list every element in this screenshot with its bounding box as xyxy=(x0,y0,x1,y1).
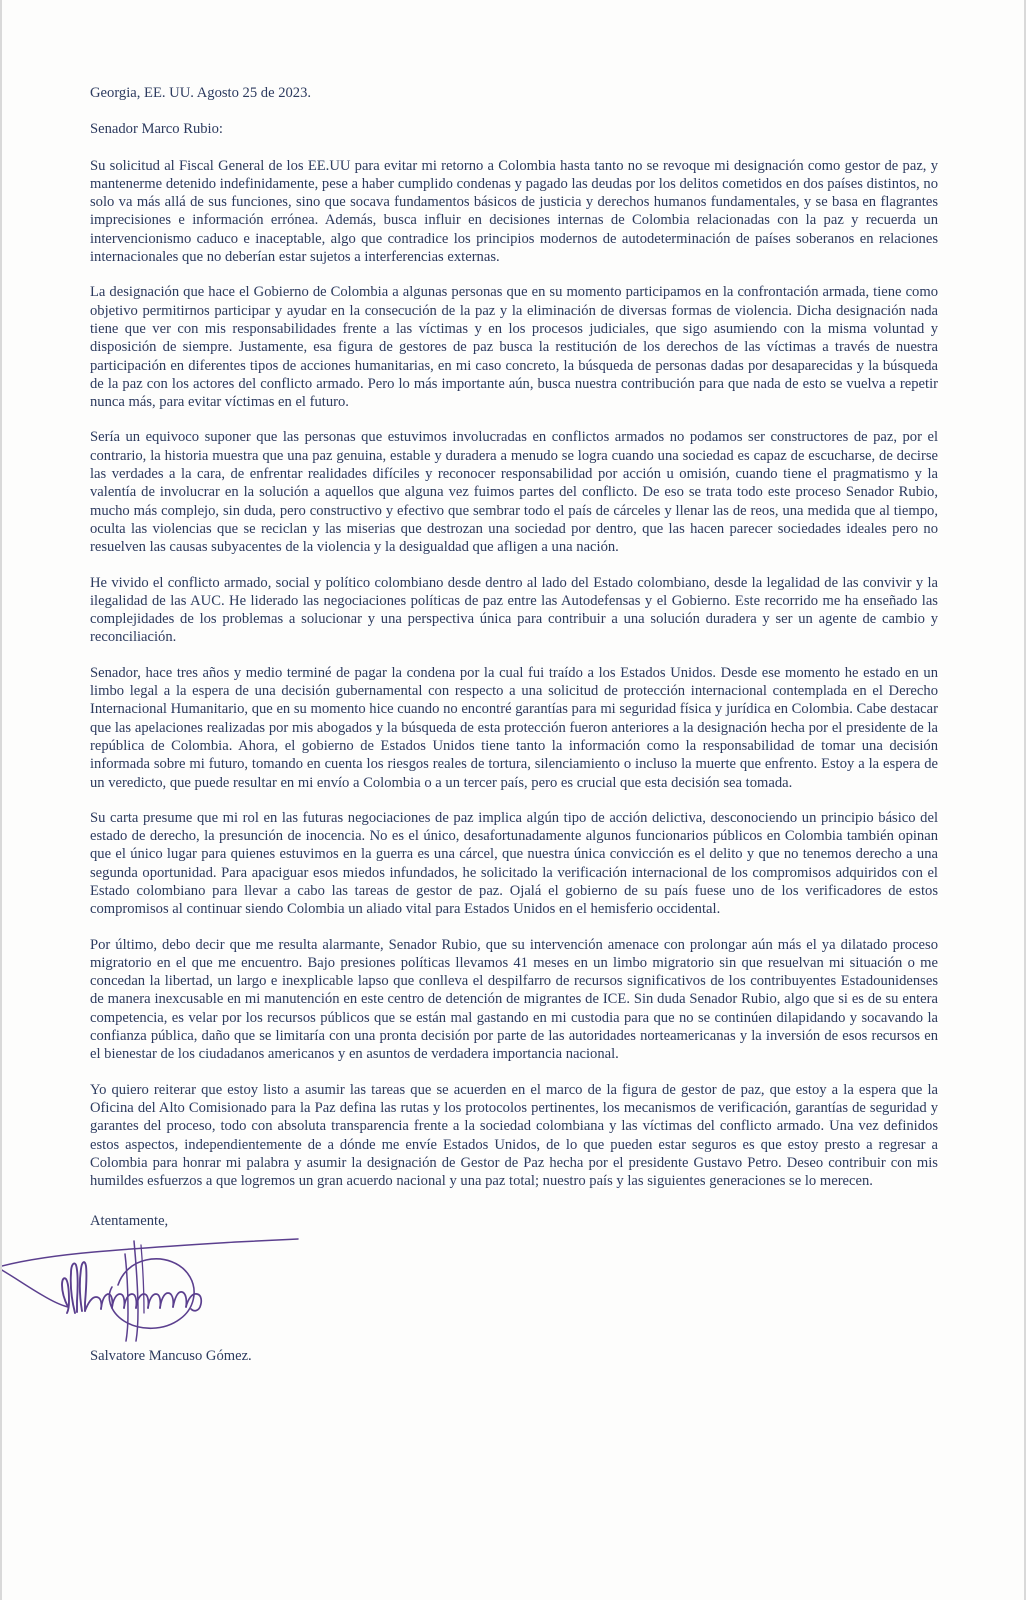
paragraph: Sería un equivoco suponer que las personas que estuvimos involucradas en conflictos armados no podamos ser constructores de paz, por el contrario, la historia muestra que una paz genuina, estable y duradera a menudo se logra cuando una sociedad es capaz de escucharse, de decirse las verdades a la cara, de enfrentar realidades difíciles y reconocer responsabilidad por acción u omisión, cuando tiene el pragmatismo y la valentía de involucrar en la solución a aquellos que alguna vez fuimos partes del conflicto. De eso se trata todo este proceso Senador Rubio, mucho más complejo, sin duda, pero constructivo y efectivo que sembrar todo el país de cárceles y llenar las de reos, una medida que al tiempo, oculta las violencias que se reciclan y las miserias que destrozan una sociedad por dentro, que las hacen parecer sociedades ideales pero no resuelven las causas subyacentes de la violencia y la desigualdad que afligen a una nación. xyxy=(90,429,938,556)
closing-block xyxy=(90,1212,938,1365)
salutation: Senador Marco Rubio: xyxy=(90,121,223,138)
letter-sheet xyxy=(90,0,938,1600)
paragraph: Su solicitud al Fiscal General de los EE.UU para evitar mi retorno a Colombia hasta tanto no se revoque mi designación como gestor de paz, y mantenerme detenido indefinidamente, pese a haber cumplido condenas y pagado las deudas por los delitos cometidos en dos países distintos, no solo va más allá de sus funciones, sino que socava fundamentos básicos de justicia y derechos humanos fundamentales, y se basa en flagrantes imprecisiones e información errónea. Además, busca influir en decisiones internas de Colombia relacionadas con la paz y recuerda un intervencionismo caduco e inaceptable, algo que contradice los principios modernos de autodeterminación de países soberanos en relaciones internacionales que no deberían estar sujetos a interferencias externas. xyxy=(90,157,938,266)
closing-salutation: Atentamente, xyxy=(90,1213,169,1230)
signer-name: Salvatore Mancuso Gómez. xyxy=(90,1347,252,1364)
paragraph: He vivido el conflicto armado, social y político colombiano desde dentro al lado del Estado colombiano, desde la legalidad de las convivir y la ilegalidad de las AUC. He liderado las negociaciones políticas de paz entre las Autodefensas y el Gobierno. Este recorrido me ha enseñado las complejidades de los problemas a solucionar y una perspectiva única para contribuir a una solución duradera y ser un agente de cambio y reconciliación. xyxy=(90,574,938,646)
paragraph: Su carta presume que mi rol en las futuras negociaciones de paz implica algún tipo de acción delictiva, desconociendo un principio básico del estado de derecho, la presunción de inocencia. No es el único, desafortunadamente algunos funcionarios públicos en Colombia también opinan que el único lugar para quienes estuvimos en la guerra es una cárcel, que nuestra única convicción es el delito y que no tenemos derecho a una segunda oportunidad. Para apaciguar esos miedos infundados, he solicitado la verificación internacional de los compromisos adquiridos con el Estado colombiano para llevar a cabo las tareas de gestor de paz. Ojalá el gobierno de su país fuese uno de los verificadores de estos compromisos al continuar siendo Colombia un aliado vital para Estados Unidos en el hemisferio occidental. xyxy=(90,809,938,918)
letter-body xyxy=(90,157,938,1191)
paragraph: Por último, debo decir que me resulta alarmante, Senador Rubio, que su intervención amenace con prolongar aún más el ya dilatado proceso migratorio en el que me encuentro. Bajo presiones políticas llevamos 41 meses en un limbo migratorio sin que resuelvan mi situación o me concedan la libertad, un largo e inexplicable lapso que conlleva el despilfarro de recursos significativos de los contribuyentes Estadounidenses de manera inexcusable en mi manutención en este centro de detención de migrantes de ICE. Sin duda Senador Rubio, algo que si es de su entera competencia, es velar por los recursos públicos que se están mal gastando en mi custodia para que no se continúen dilapidando y socavando la confianza pública, daño que se limitaría con una pronta decisión por parte de las autoridades norteamericanas y la inversión de esos recursos en el bienestar de los ciudadanos americanos y en asuntos de verdadera importancia nacional. xyxy=(90,936,938,1063)
paragraph: Senador, hace tres años y medio terminé de pagar la condena por la cual fui traído a los Estados Unidos. Desde ese momento he estado en un limbo legal a la espera de una decisión gubernamental con respecto a una solicitud de protección internacional contemplada en el Derecho Internacional Humanitario, que en su momento hice cuando no encontré garantías para mi seguridad física y jurídica en Colombia. Cabe destacar que las apelaciones realizadas por mis abogados y la búsqueda de esta protección fueron anteriores a la designación hecha por el presidente de la república de Colombia. Ahora, el gobierno de Estados Unidos tiene tanto la información como la responsabilidad de tomar una decisión informada sobre mi futuro, tomando en cuenta los riesgos reales de tortura, silenciamiento o incluso la muerte que enfrento. Estoy a la espera de un veredicto, que puede resultar en mi envío a Colombia o a un tercer país, pero es crucial que esta decisión sea tomada. xyxy=(90,664,938,791)
signature-area xyxy=(90,1233,938,1311)
paragraph: La designación que hace el Gobierno de Colombia a algunas personas que en su momento participamos en la confrontación armada, tiene como objetivo permitirnos participar y ayudar en la consecución de la paz y la eliminación de diversas formas de violencia. Dicha designación nada tiene que ver con mis responsabilidades frente a las víctimas y en los procesos judiciales, que sigo asumiendo con la misma voluntad y disposición de siempre. Justamente, esa figura de gestores de paz busca la restitución de los derechos de las víctimas a través de nuestra participación en diferentes tipos de acciones humanitarias, en mi caso concreto, la búsqueda de personas dadas por desaparecidas y la búsqueda de la paz con los actores del conflicto armado. Pero lo más importante aún, busca nuestra contribución para que nada de esto se vuelva a repetir nunca más, para evitar víctimas en el futuro. xyxy=(90,284,938,411)
paragraph: Yo quiero reiterar que estoy listo a asumir las tareas que se acuerden en el marco de la figura de gestor de paz, que estoy a la espera que la Oficina del Alto Comisionado para la Paz defina las rutas y los protocolos pertinentes, los mecanismos de verificación, garantías de seguridad y garantes del proceso, todo con absoluta transparencia frente a la sociedad colombiana y las víctimas del conflicto armado. Una vez definidos estos aspectos, independientemente de a dónde me envíe Estados Unidos, de lo que pueden estar seguros es que estoy presto a regresar a Colombia para honrar mi palabra y asumir la designación de Gestor de Paz hecha por el presidente Gustavo Petro. Deseo contribuir con mis humildes esfuerzos a que logremos un gran acuerdo nacional y una paz total; nuestro país y las siguientes generaciones se lo merecen. xyxy=(90,1081,938,1190)
dateline: Georgia, EE. UU. Agosto 25 de 2023. xyxy=(90,85,312,101)
handwritten-signature-icon xyxy=(0,1215,418,1345)
